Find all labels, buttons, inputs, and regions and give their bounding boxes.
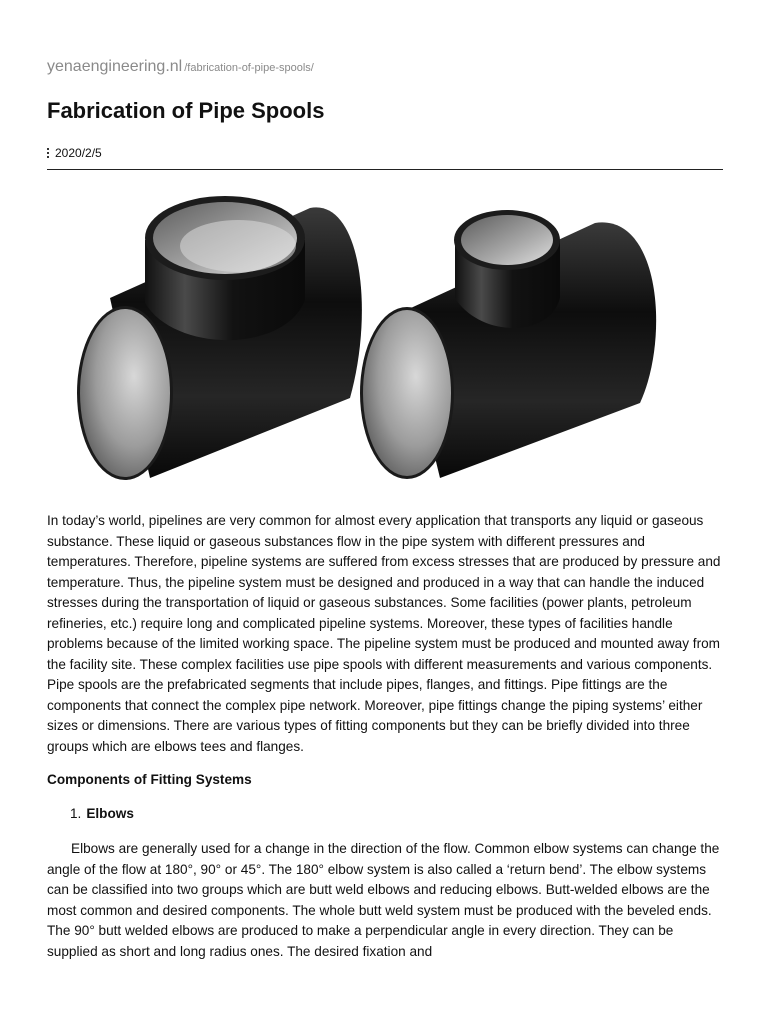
source-url[interactable]	[47, 58, 314, 76]
site-name[interactable]: yenaengineering.nl	[47, 58, 183, 75]
elbows-paragraph: Elbows are generally used for a change in the direction of the flow. Common elbow systems can change the angle of the flow at 180°, 90° or 45°. The 180° elbow system is also called a ‘return bend’. The elbow systems can be classified into two groups which are butt weld elbows and reducing elbows. Butt-welded elbows are the most common and desired components. The whole butt weld system must be produced with the beveled ends. The 90° butt welded elbows are produced to make a perpendicular angle in every direction. They can be supplied as short and long radius ones. The desired fixation and	[47, 841, 720, 959]
header-divider	[47, 169, 723, 170]
article-date: 2020/2/5	[55, 146, 102, 160]
intro-paragraph: In today’s world, pipelines are very common for almost every application that transports any liquid or gaseous substance. These liquid or gaseous substances flow in the pipe system with different pressures and temperatures. Therefore, pipeline systems are suffered from excess stresses that are produced by pressure and temperature. Thus, the pipeline system must be designed and produced in a way that can handle the induced stresses during the transportation of liquid or gaseous substances. Some facilities (power plants, petroleum refineries, etc.) require long and complicated pipeline systems. Moreover, these types of facilities handle problems because of the limited working space. The pipeline system must be produced and mounted away from the facility site. These complex facilities use pipe spools with different measurements and various components. Pipe spools are the prefabricated segments that include pipes, flanges, and fittings. Pipe fittings are the components that connect the complex pipe network. Moreover, pipe fittings change the piping systems’ either sizes or dimensions. There are various types of fitting components but they can be briefly divided into three groups which are elbows tees and flanges.	[47, 513, 721, 754]
url-path[interactable]: /fabrication-of-pipe-spools/	[184, 62, 314, 74]
section-heading: Components of Fitting Systems	[47, 772, 252, 787]
equal-tee	[77, 196, 362, 480]
dots-vertical-icon	[47, 147, 50, 159]
article-title: Fabrication of Pipe Spools	[47, 98, 325, 123]
article-meta	[47, 146, 102, 160]
list-item-label: Elbows	[86, 806, 134, 821]
reducing-tee	[360, 210, 656, 479]
list-item	[70, 806, 134, 821]
pipe-tees-image	[60, 188, 670, 488]
list-item-number: 1.	[70, 806, 82, 821]
